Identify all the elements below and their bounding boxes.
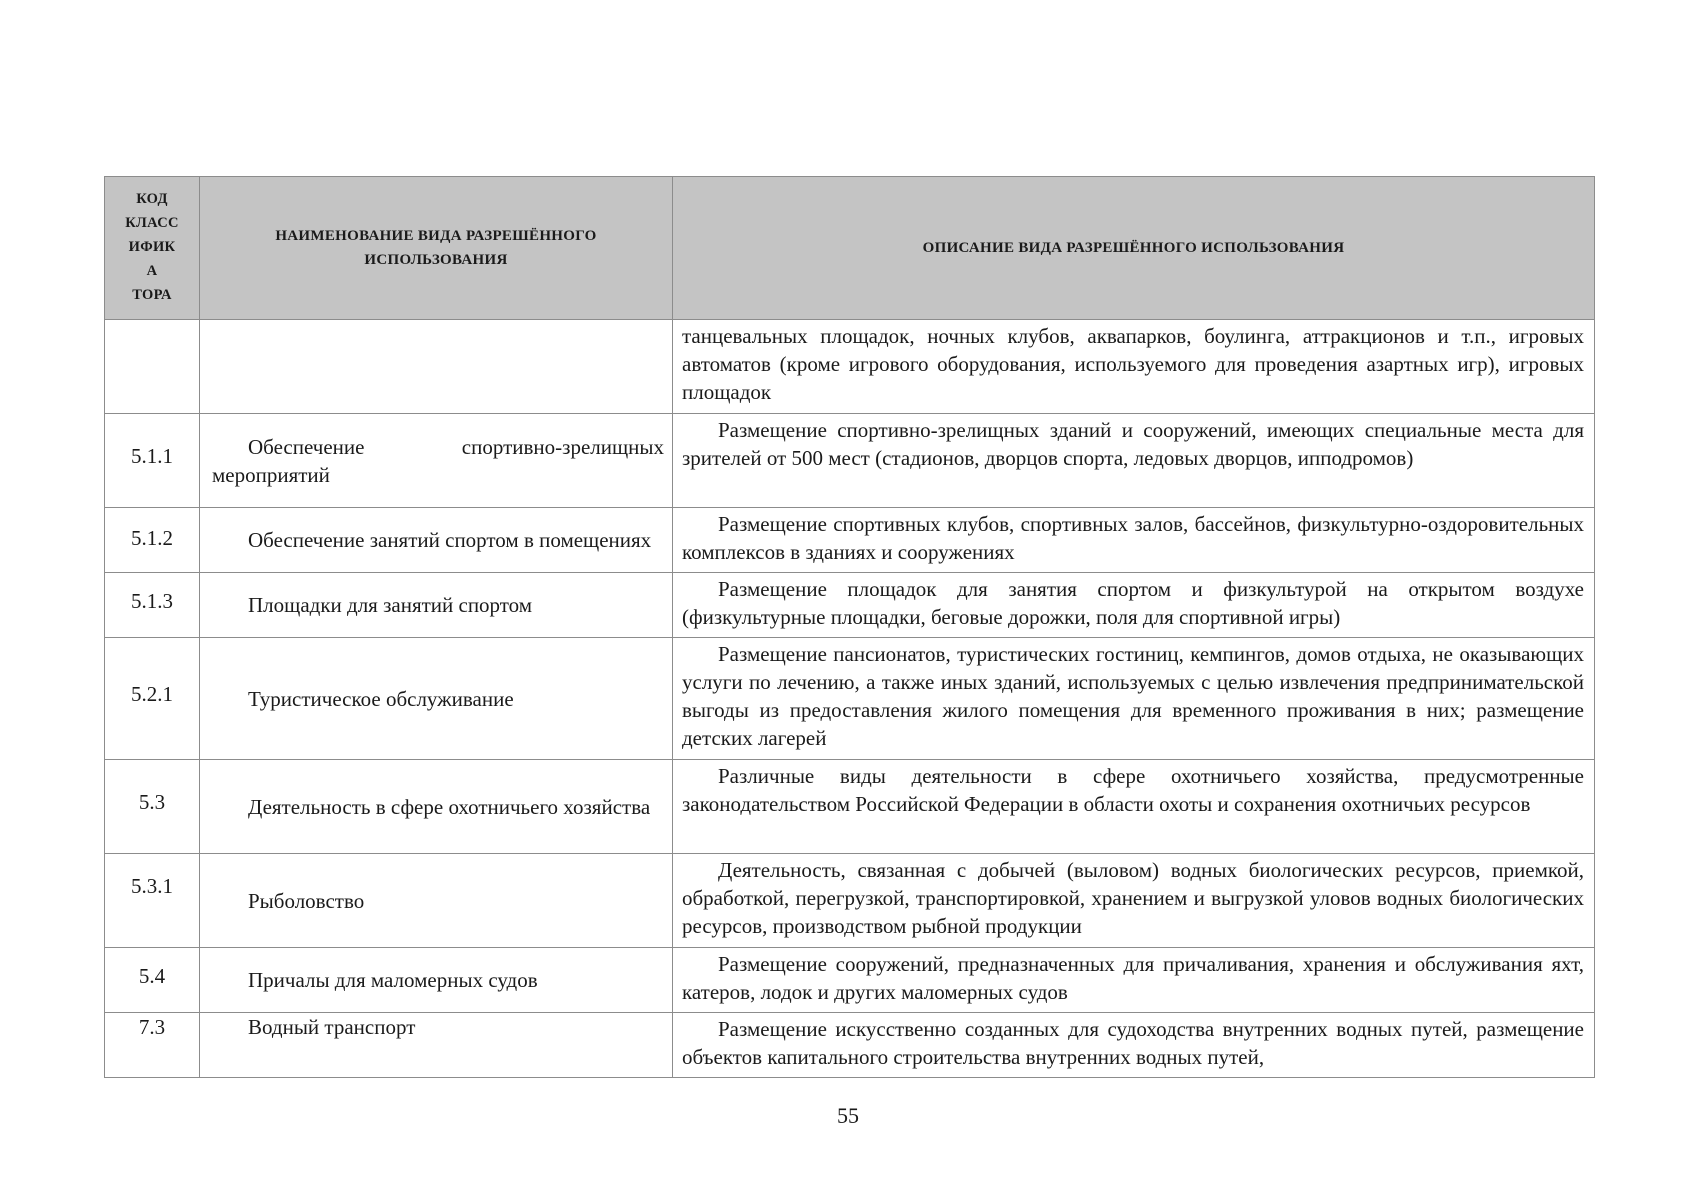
row-name-text: Туристическое обслуживание <box>248 686 514 711</box>
row-description-text: Различные виды деятельности в сфере охотничьего хозяйства, предусмотренные законодательством Российской Федерации в области охоты и сохранения охотничьих ресурсов <box>682 764 1584 816</box>
row-description <box>673 854 1595 948</box>
row-name-text: Водный транспорт <box>248 1015 416 1039</box>
row-name <box>200 320 673 414</box>
table-row <box>105 414 1595 508</box>
row-name <box>200 638 673 760</box>
row-description <box>673 638 1595 760</box>
row-description-text: Размещение спортивных клубов, спортивных залов, бассейнов, физкультурно-оздоровительных комплексов в зданиях и сооружениях <box>682 512 1584 564</box>
table-row <box>105 760 1595 854</box>
table-row <box>105 638 1595 760</box>
row-description <box>673 760 1595 854</box>
row-code: 5.1.2 <box>105 508 200 573</box>
row-description-text: Размещение пансионатов, туристических гостиниц, кемпингов, домов отдыха, не оказывающих услуги по лечению, а также иных зданий, используемых с целью извлечения предпринимательской выгоды из предоставления жилого помещения для временного проживания в них; размещение детских лагерей <box>682 642 1584 750</box>
row-name-text: Деятельность в сфере охотничьего хозяйства <box>248 794 651 819</box>
row-name <box>200 508 673 573</box>
row-name-text: Обеспечение спортивно-зрелищных мероприятий <box>212 434 664 487</box>
code-column-header <box>105 177 200 320</box>
code-header-line: КОД <box>136 191 168 208</box>
row-name <box>200 948 673 1013</box>
row-code: 5.1.1 <box>105 414 200 508</box>
table-row <box>105 948 1595 1013</box>
row-name-text: Причалы для маломерных судов <box>248 968 538 992</box>
row-description <box>673 508 1595 573</box>
code-header-line: КЛАСС <box>125 215 179 232</box>
row-name <box>200 573 673 638</box>
row-description-text: Размещение площадок для занятия спортом и физкультурой на открытом воздухе (физкультурные площадки, беговые дорожки, поля для спортивной игры) <box>682 577 1584 629</box>
row-name-text: Площадки для занятий спортом <box>248 593 533 617</box>
table-row <box>105 320 1595 414</box>
row-description-text: Деятельность, связанная с добычей (выловом) водных биологических ресурсов, приемкой, обработкой, перегрузкой, транспортировкой, хранением и выгрузкой уловов водных биологических ресурсов, производством рыбной продукции <box>682 858 1584 938</box>
row-code: 5.3 <box>105 760 200 854</box>
table-row <box>105 508 1595 573</box>
row-description <box>673 948 1595 1013</box>
row-description <box>673 573 1595 638</box>
row-name <box>200 1013 673 1078</box>
table-row <box>105 573 1595 638</box>
row-description <box>673 320 1595 414</box>
description-column-header: ОПИСАНИЕ ВИДА РАЗРЕШЁННОГО ИСПОЛЬЗОВАНИЯ <box>673 177 1595 320</box>
row-description-text: Размещение искусственно созданных для судоходства внутренних водных путей, размещение объектов капитального строительства внутренних водных путей, <box>682 1017 1584 1069</box>
table-header <box>105 177 1595 320</box>
row-description-text: Размещение спортивно-зрелищных зданий и сооружений, имеющих специальные места для зрителей от 500 мест (стадионов, дворцов спорта, ледовых дворцов, ипподромов) <box>682 418 1584 470</box>
row-code: 5.3.1 <box>105 854 200 948</box>
row-code: 5.2.1 <box>105 638 200 760</box>
land-use-table <box>104 176 1595 1078</box>
row-code: 7.3 <box>105 1013 200 1078</box>
row-name-text: Обеспечение занятий спортом в помещениях <box>248 528 652 552</box>
row-description <box>673 414 1595 508</box>
row-name <box>200 414 673 508</box>
row-description <box>673 1013 1595 1078</box>
row-name <box>200 854 673 948</box>
row-name-text: Рыболовство <box>248 888 365 913</box>
table-row <box>105 854 1595 948</box>
row-code: 5.1.3 <box>105 573 200 638</box>
row-name <box>200 760 673 854</box>
code-header-line: А <box>146 262 158 279</box>
page-number: 55 <box>837 1103 859 1128</box>
code-header-line: ИФИК <box>128 239 176 256</box>
row-description-text: Размещение сооружений, предназначенных для причаливания, хранения и обслуживания яхт, катеров, лодок и других маломерных судов <box>682 952 1584 1004</box>
row-code <box>105 320 200 414</box>
name-column-header: НАИМЕНОВАНИЕ ВИДА РАЗРЕШЁННОГО ИСПОЛЬЗОВАНИЯ <box>200 177 673 320</box>
row-description-text: танцевальных площадок, ночных клубов, аквапарков, боулинга, аттракционов и т.п., игровых автоматов (кроме игрового оборудования, используемого для проведения азартных игр), игровых площадок <box>682 324 1584 404</box>
code-header-line: ТОРА <box>132 286 172 303</box>
row-code: 5.4 <box>105 948 200 1013</box>
table-row <box>105 1013 1595 1078</box>
